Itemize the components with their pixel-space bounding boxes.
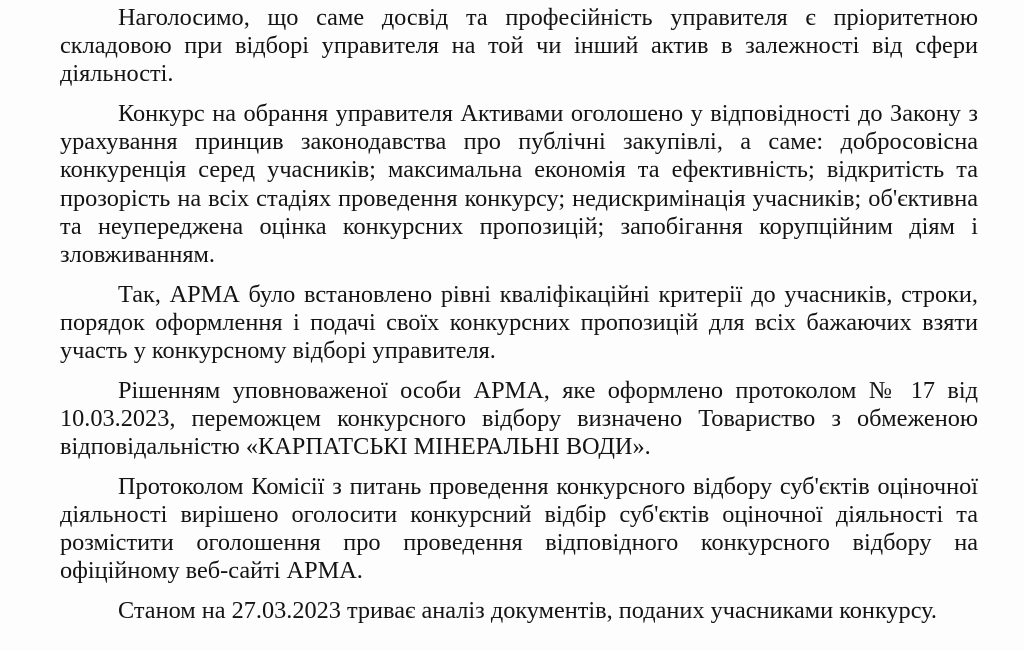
paragraph-manager-experience: Наголосимо, що саме досвід та професійність управителя є пріоритетною складовою при відборі управителя на той чи інший актив в залежності від сфери діяльності. [60,4,978,88]
paragraph-winner-decision: Рішенням уповноваженої особи АРМА, яке оформлено протоколом № 17 від 10.03.2023, переможцем конкурсного відбору визначено Товариство з обмеженою відповідальністю «КАРПАТСЬКІ МІНЕРАЛЬНІ ВОДИ». [60,376,978,461]
paragraph-status-analysis: Станом на 27.03.2023 триває аналіз документів, поданих учасниками конкурсу. [118,596,937,624]
document-body [60,4,978,625]
paragraph-equal-criteria: Так, АРМА було встановлено рівні кваліфікаційні критерії до учасників, строки, порядок оформлення і подачі своїх конкурсних пропозицій для всіх бажаючих взяти участь у конкурсному відборі управителя. [60,280,978,365]
paragraph-competition-principles: Конкурс на обрання управителя Активами оголошено у відповідності до Закону з урахування принцив законодавства про публічні закупівлі, а саме: добросовісна конкуренція серед учасників; максимальна економія та ефективність; відкритість та прозорість на всіх стадіях проведення конкурсу; недискримінація учасників; об'єктивна та неупереджена оцінка конкурсних пропозицій; запобігання корупційним діям і зловживанням. [60,100,978,269]
paragraph-commission-protocol: Протоколом Комісії з питань проведення конкурсного відбору суб'єктів оціночної діяльності вирішено оголосити конкурсний відбір суб'єктів оціночної діяльності та розмістити оголошення про проведення відповідного конкурсного відбору на офіційному веб-сайті АРМА. [60,472,978,585]
